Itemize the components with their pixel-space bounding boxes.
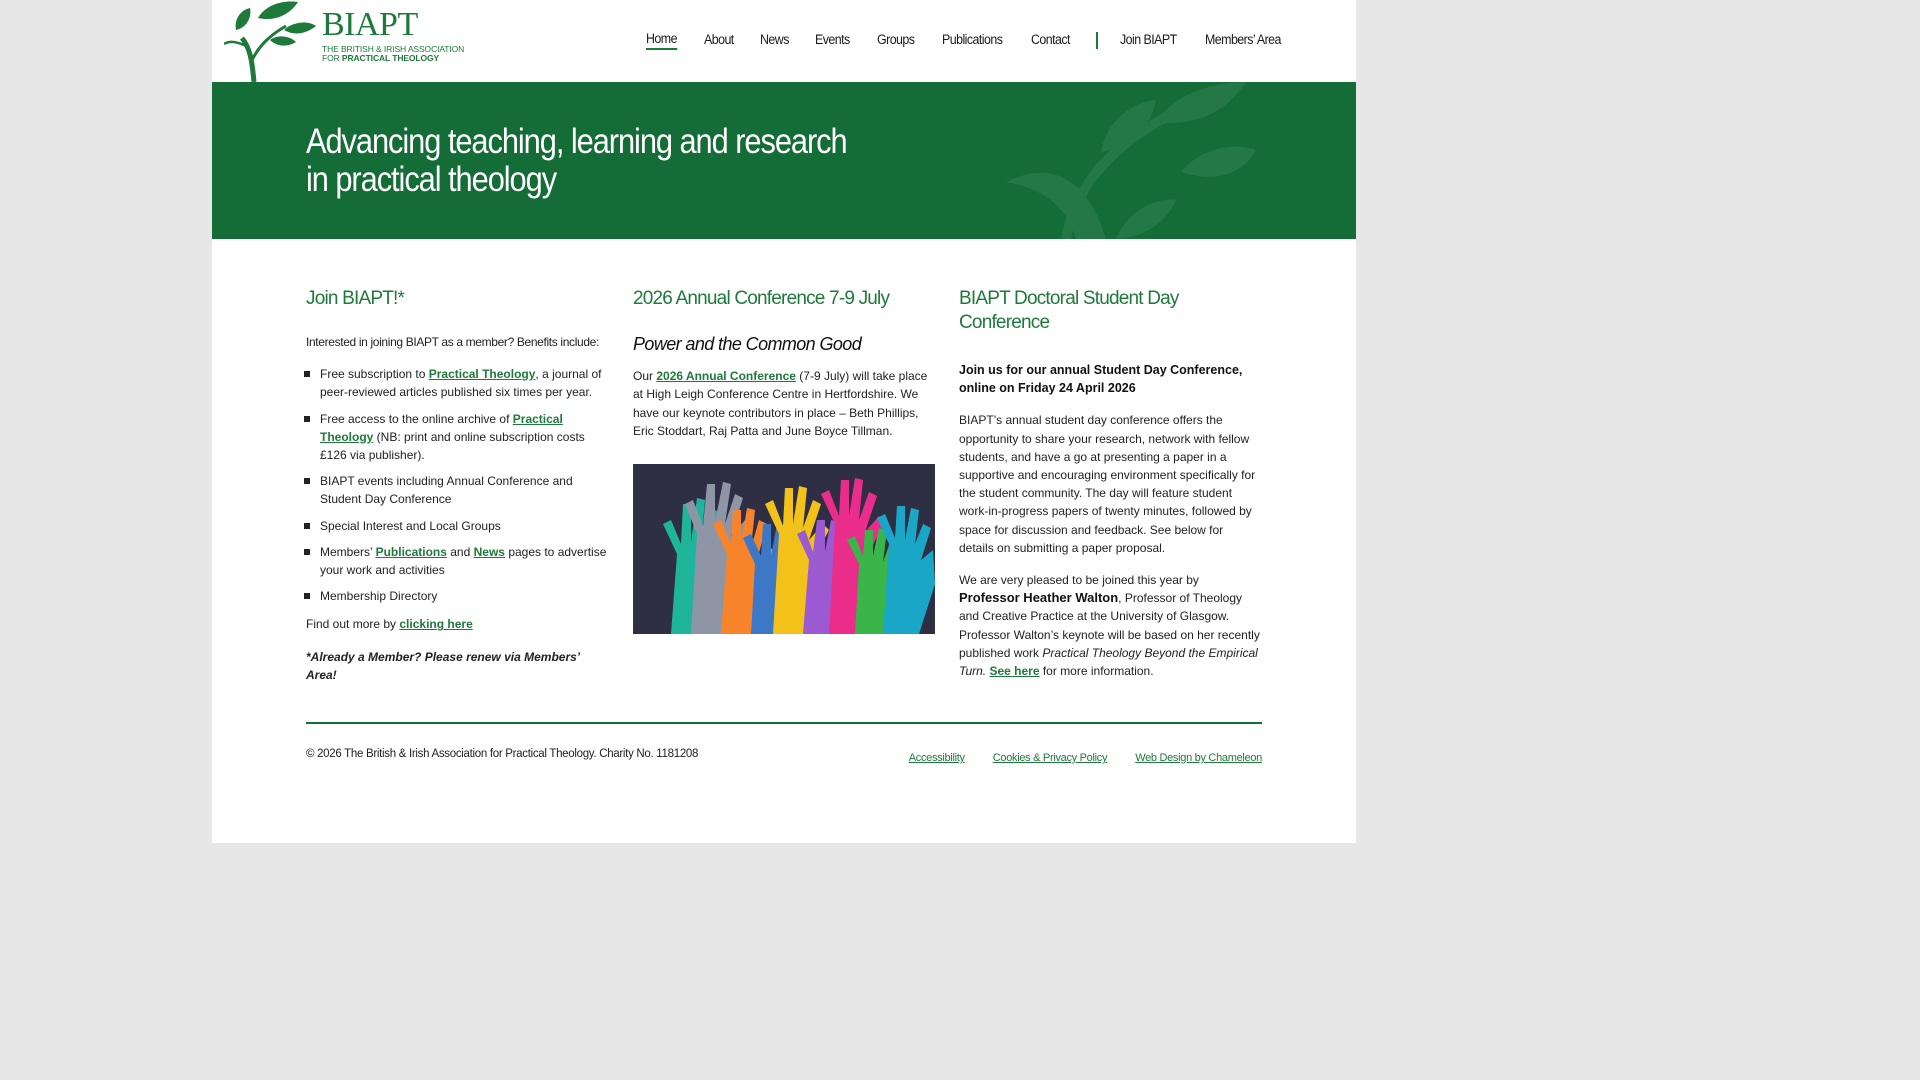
doctoral-description: BIAPT’s annual student day conference offers the opportunity to share your research, network with fellow students, and have a go at presenting a paper in a supportive and encouraging environment specifically for the student community. The day will feature student work-in-progress papers of twenty minutes, followed by space for discussion and feedback. See below for details on submitting a paper proposal. (959, 413, 1256, 555)
conference-description: Our 2026 Annual Conference (7-9 July) will take place at High Leigh Conference Centre in Hertfordshire. We have our keynote contributors in place – Beth Phillips, Eric Stoddart, Raj Patta and June Boyce Tillman. (633, 369, 928, 438)
list-item: Members’ Publications and News pages to advertise your work and activities (306, 543, 608, 579)
nav-contact[interactable]: Contact (1031, 32, 1071, 47)
conference-column (633, 287, 935, 639)
join-column (306, 287, 608, 698)
list-item: Membership Directory (306, 587, 608, 605)
doctoral-heading: BIAPT Doctoral Student Day Conference (959, 288, 1179, 333)
leaf-pattern-icon (1006, 82, 1266, 239)
list-item: Free access to the online archive of Practical Theology (NB: print and online subscription costs £126 via publisher). (306, 410, 608, 465)
nav-home[interactable]: Home (646, 31, 677, 50)
logo-subtitle-line1: THE BRITISH & IRISH ASSOCIATION (322, 44, 465, 54)
find-out-more: Find out more by clicking here (306, 617, 473, 632)
practical-theology-archive-link[interactable]: Practical Theology (320, 411, 563, 444)
list-item: BIAPT events including Annual Conference and Student Day Conference (306, 472, 608, 508)
page (212, 0, 1356, 843)
join-intro: Interested in joining BIAPT as a member? Benefits include: (306, 335, 599, 349)
nav-members-area[interactable]: Members’ Area (1205, 32, 1281, 47)
news-link[interactable]: News (473, 544, 505, 559)
conference-subtitle: Power and the Common Good (633, 334, 862, 354)
keynote-description: We are very pleased to be joined this year by Professor Heather Walton, Professor of Theology and Creative Practice at the University of Glasgow. Professor Walton’s keynote will be based on her recently published work Practical Theology Beyond the Empirical Turn. See here for more information. (959, 573, 1260, 679)
copyright-text: © 2026 The British & Irish Association for Practical Theology. Charity No. 1181208 (306, 748, 699, 760)
hero-title: Advancing teaching, learning and research in practical theology (306, 122, 847, 199)
nav-groups[interactable]: Groups (876, 32, 915, 47)
main-nav (646, 31, 1312, 50)
doctoral-column (959, 287, 1261, 694)
logo-subtitle-line2: FOR PRACTICAL THEOLOGY (322, 53, 440, 63)
web-design-link[interactable]: Web Design by Chameleon (1135, 752, 1262, 764)
nav-news[interactable]: News (759, 32, 789, 47)
practical-theology-link[interactable]: Practical Theology (428, 367, 536, 382)
renew-note: *Already a Member? Please renew via Members’ Area! (306, 649, 580, 682)
see-here-link[interactable]: See here (989, 664, 1040, 679)
list-item: Free subscription to Practical Theology, a journal of peer-reviewed articles published six times per year. (306, 365, 608, 401)
doctoral-lead: Join us for our annual Student Day Conference, online on Friday 24 April 2026 (959, 363, 1243, 396)
tree-logo-icon (224, 0, 319, 82)
nav-publications[interactable]: Publications (941, 32, 1002, 47)
list-item: Special Interest and Local Groups (306, 517, 608, 535)
annual-conference-link[interactable]: 2026 Annual Conference (656, 369, 796, 384)
hero-banner (212, 82, 1356, 239)
site-header (212, 0, 1356, 82)
logo-title: BIAPT (322, 6, 418, 43)
benefits-list (306, 365, 608, 605)
footer-divider (306, 722, 1262, 724)
footer-links (909, 752, 1262, 764)
join-heading: Join BIAPT!* (306, 288, 405, 309)
nav-divider (1096, 32, 1098, 49)
raised-hands-image (633, 464, 935, 634)
nav-events[interactable]: Events (815, 32, 850, 47)
site-logo[interactable] (224, 0, 465, 82)
nav-join[interactable]: Join BIAPT (1119, 32, 1177, 47)
nav-about[interactable]: About (703, 32, 734, 47)
cookies-privacy-link[interactable]: Cookies & Privacy Policy (992, 752, 1108, 764)
clicking-here-link[interactable]: clicking here (399, 617, 473, 632)
conference-heading: 2026 Annual Conference 7-9 July (633, 288, 890, 309)
publications-link[interactable]: Publications (375, 544, 447, 559)
accessibility-link[interactable]: Accessibility (908, 752, 965, 764)
